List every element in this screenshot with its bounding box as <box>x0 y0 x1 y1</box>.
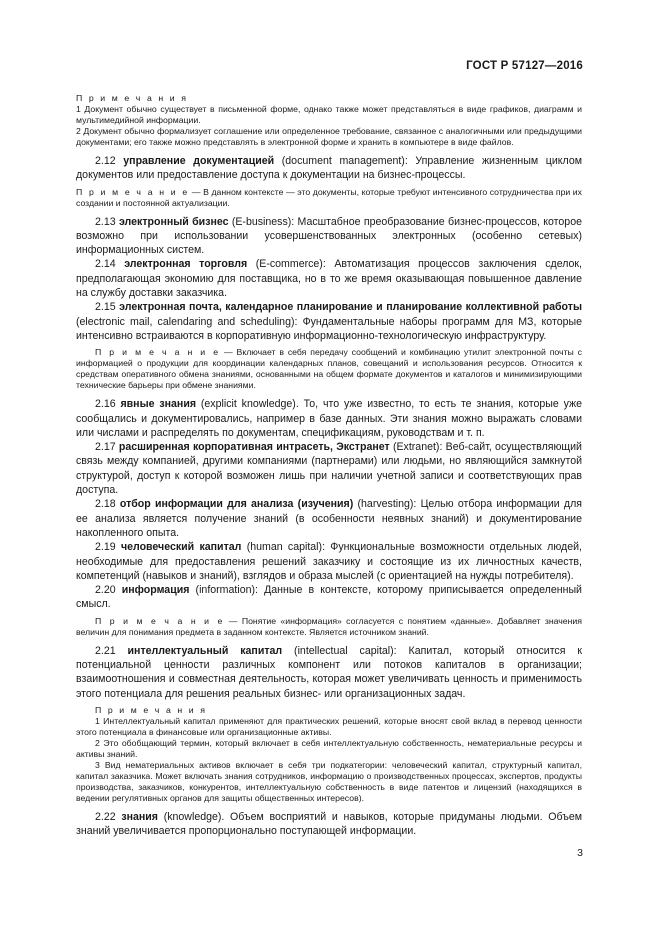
note-text: — В данном контексте — это документы, которые требуют интенсивного сотрудничества при их создании и постоянной актуализации. <box>76 186 582 208</box>
term-definition: (Extranet): Веб-сайт, осуществляющий связь между компанией, другими компаниями (партнерами) или людьми, но являющийся замкнутой структурой, доступ к которой возможен лишь при наличии учетной записи и соответствующих прав доступа. <box>76 441 582 497</box>
term-2-14 <box>76 257 582 300</box>
term-name: знания <box>121 810 158 823</box>
note-item: 1 Документ обычно существует в письменной форме, однако также может представляться в виде графиков, диаграмм и мультимедийной информации. <box>76 104 582 125</box>
term-2-17 <box>76 440 582 497</box>
term-number: 2.12 <box>95 155 116 167</box>
term-definition: (electronic mail, calendaring and scheduling): Фундаментальные наборы программ для МЗ, которые интенсивно встраиваются в корпоративную информационно-технологическую инфраструктуру. <box>76 315 582 342</box>
note-label: П р и м е ч а н и е <box>95 615 225 626</box>
term-definition: (human capital): Функциональные возможности отдельных людей, необходимые для предоставления решений заказчику и состоящие из их личностных качеств, компетенций (навыков и знаний), взглядов и образа мыслей (с ориентацией на нужды потребителя). <box>76 541 582 582</box>
term-name: электронная почта, календарное планирование и планирование коллективной работы <box>119 301 582 314</box>
term-number: 2.18 <box>95 498 116 511</box>
note-label: П р и м е ч а н и е <box>76 186 190 197</box>
term-name: расширенная корпоративная интрасеть, Экстранет <box>118 441 390 454</box>
notes-2-21 <box>76 705 582 804</box>
term-definition: (E-commerce): Автоматизация процессов заключения сделок, предполагающая экономию для поставщика, но в то же время оказывающая повышенное давление на службу доставки заказчика. <box>76 258 583 300</box>
term-name: электронный бизнес <box>118 215 229 228</box>
term-definition: (document management): Управление жизненным циклом документов или предоставление доступа к документации на бизнес-процессы. <box>76 155 582 182</box>
note-item: 2 Документ обычно формализует соглашение или определенное требование, связанное с аналогичными или предыдущими документами; его также можно представлять в электронной форме и хранить в компьютере в виде файлов. <box>76 126 582 147</box>
term-number: 2.19 <box>95 541 116 554</box>
term-name: информация <box>121 584 190 597</box>
notes-document <box>76 93 582 148</box>
term-name: человеческий капитал <box>120 541 242 554</box>
term-definition: (information): Данные в контексте, которому приписывается определенный смысл. <box>76 584 582 611</box>
note-2-15 <box>76 347 582 391</box>
term-number: 2.21 <box>95 644 116 657</box>
term-2-21 <box>76 644 582 701</box>
term-name: отбор информации для анализа (изучения) <box>119 498 354 511</box>
term-2-22 <box>76 810 582 839</box>
term-number: 2.15 <box>95 301 116 314</box>
note-item: 1 Интеллектуальный капитал применяют для практических решений, которые вносят свой вклад в перевод ценности этого потенциала в финансовые или организационные активы. <box>76 715 582 737</box>
term-definition: (intellectual capital): Капитал, который относится к потенциальной ценности различных компонент или потоков капиталов в организации; взаимоотношения и совместная деятельность, которая может увеличивать ценность и применимость этого потенциала для решения реальных бизнес- или организационных задач. <box>76 644 582 700</box>
term-number: 2.14 <box>95 258 116 271</box>
note-2-20 <box>76 616 582 638</box>
note-2-12 <box>76 187 582 209</box>
term-definition: (E-business): Масштабное преобразование бизнес-процессов, которое возможно при использовании усовершенствованных электронных (особенно сетевых) информационных систем. <box>76 215 582 257</box>
term-definition: (explicit knowledge). То, что уже известно, то есть те знания, которые уже сообщались и документировались, например в базе данных. Эти знания можно выражать словами или числами и распределять по документам, спецификациям, руководствам и т. п. <box>76 398 582 439</box>
term-2-20 <box>76 583 582 612</box>
term-number: 2.22 <box>95 810 116 823</box>
note-item: 2 Это обобщающий термин, который включает в себя интеллектуальную собственность, нематериальные ресурсы и активы знаний. <box>76 737 582 759</box>
term-number: 2.17 <box>95 441 116 454</box>
note-text: — Включает в себя передачу сообщений и комбинацию утилит электронной почты с информацией о продукции для координации календарных планов, совещаний и использования ресурсов. Относится к средствам оперативного обмена знаниями, основанными на общем формате документов и каталогов и минимизирующими технические барьеры при обмене знаниями. <box>76 347 582 391</box>
term-name: интеллектуальный капитал <box>127 644 283 657</box>
note-item: 3 Вид нематериальных активов включает в себя три подкатегории: человеческий капитал, структурный капитал, капитал заказчика. Может включать знания сотрудников, информацию о производственных процессах, экспертов, продукты производства, заказчиков, конкурентов, интеллектуальную собственность в виде патентов и лицензий (находящихся в ведении регулятивных органов для защиты общественных интересов). <box>76 759 582 803</box>
term-name: явные знания <box>120 398 197 411</box>
term-number: 2.16 <box>95 398 116 411</box>
term-name: электронная торговля <box>124 258 248 271</box>
term-definition: (knowledge). Объем восприятий и навыков, которые придуманы людьми. Объем знаний увеличивается пропорционально поступающей информации. <box>76 810 582 838</box>
page-number: 3 <box>577 847 583 859</box>
term-name: управление документацией <box>123 155 275 167</box>
notes-heading: П р и м е ч а н и я <box>95 704 208 715</box>
term-number: 2.13 <box>95 215 116 228</box>
term-2-19 <box>76 540 582 583</box>
note-label: П р и м е ч а н и е <box>95 347 221 358</box>
term-definition: (harvesting): Целью отбора информации для ее анализа является получение знаний (в особенности неявных знаний) и документирование накопленного опыта. <box>76 498 582 539</box>
term-2-15 <box>76 300 582 343</box>
note-text: — Понятие «информация» согласуется с понятием «данные». Добавляет значения величин для понимания предмета в заданном контексте. Является источником знаний. <box>76 615 582 637</box>
term-2-13 <box>76 215 582 258</box>
standard-designation: ГОСТ Р 57127—2016 <box>466 60 583 72</box>
notes-heading: П р и м е ч а н и я <box>76 93 189 103</box>
term-2-18 <box>76 497 582 540</box>
term-number: 2.20 <box>95 584 116 597</box>
term-2-16 <box>76 397 582 440</box>
page-body <box>76 93 582 839</box>
term-2-12 <box>76 154 582 183</box>
